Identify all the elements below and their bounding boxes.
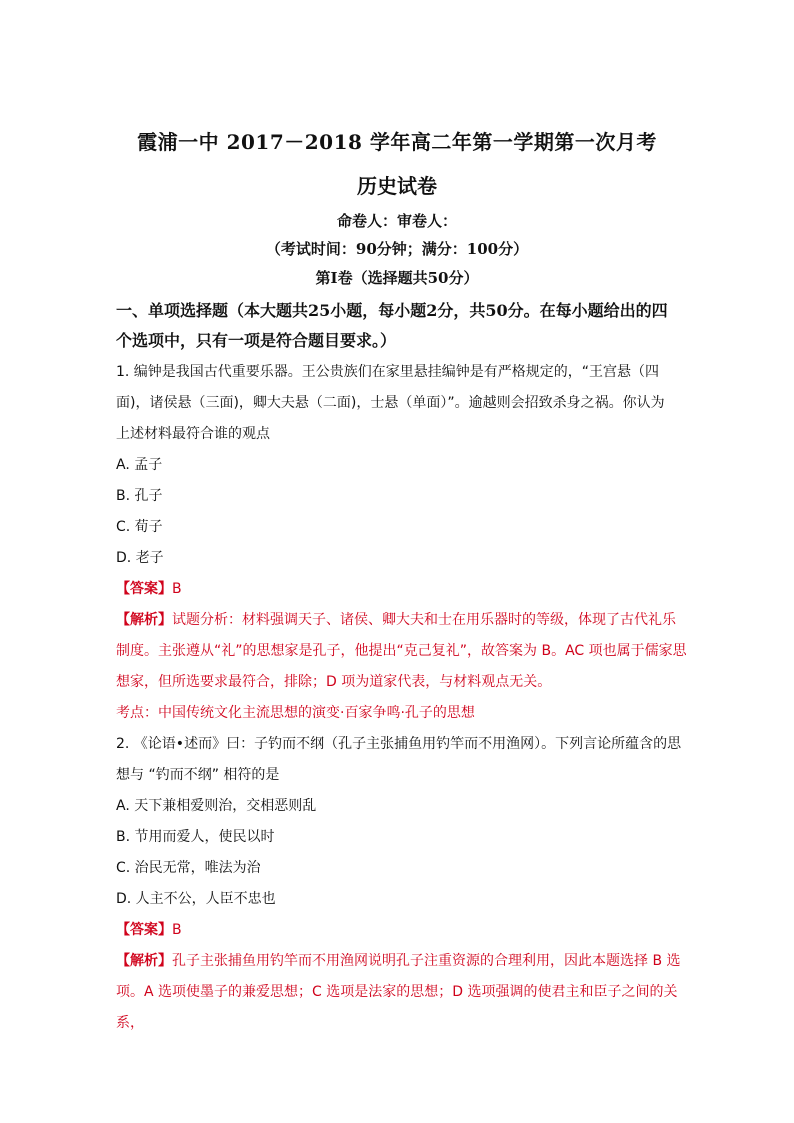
q1-analysis-line2: 制度。主张遵从“礼”的思想家是孔子，他提出“克己复礼”，故答案为 B。AC 项也属于儒家思 <box>116 643 687 659</box>
q1-option-c: C. 荀子 <box>116 519 163 535</box>
q2-stem-line2: 想与 “钓而不纲” 相符的是 <box>116 767 280 783</box>
q2-analysis-line2: 项。A 选项使墨子的兼爱思想；C 选项是法家的思想；D 选项强调的使君主和臣子之间的关系， <box>116 984 678 1031</box>
q2-answer-tag: 【答案】 <box>116 922 172 938</box>
q1-knowledge-point: 考点：中国传统文化主流思想的演变·百家争鸣·孔子的思想 <box>116 705 475 721</box>
section-heading <box>116 296 690 356</box>
q1-analysis <box>116 605 690 636</box>
section-heading-line1: 一、单项选择题（本大题共25小题，每小题2分，共50分。在每小题给出的四 <box>116 301 668 320</box>
q1-analysis-tag: 【解析】 <box>116 612 172 628</box>
q1-stem-line1: 1. 编钟是我国古代重要乐器。王公贵族们在家里悬挂编钟是有严格规定的，“王宫悬（四 <box>116 364 660 380</box>
q1-answer <box>116 574 690 605</box>
exam-part-heading: 第Ⅰ卷（选择题共50分） <box>315 269 479 287</box>
q2-analysis-line1: 孔子主张捕鱼用钓竿而不用渔网说明孔子注重资源的合理利用，因此本题选择 B 选 <box>172 953 681 969</box>
q2-option-c: C. 治民无常，唯法为治 <box>116 860 261 876</box>
q1-option-b: B. 孔子 <box>116 488 163 504</box>
q2-option-b: B. 节用而爱人，使民以时 <box>116 829 275 845</box>
q2-option-a: A. 天下兼相爱则治，交相恶则乱 <box>116 798 317 814</box>
q2-answer-value: B <box>172 922 182 938</box>
exam-subtitle: 历史试卷 <box>357 174 437 198</box>
exam-title: 霞浦一中 2017－2018 学年高二年第一学期第一次月考 <box>137 130 657 154</box>
exam-info: （考试时间：90分钟；满分：100分） <box>265 240 529 258</box>
q1-stem-line2: 面)，诸侯悬（三面)，卿大夫悬（二面)，士悬（单面）”。逾越则会招致杀身之祸。你认为 <box>116 395 665 411</box>
q2-analysis <box>116 946 690 977</box>
section-heading-line2: 个选项中，只有一项是符合题目要求。） <box>116 331 397 350</box>
q1-option-d: D. 老子 <box>116 550 164 566</box>
q2-option-d: D. 人主不公，人臣不忠也 <box>116 891 276 907</box>
q1-option-a: A. 孟子 <box>116 457 163 473</box>
exam-authors: 命卷人：审卷人： <box>336 212 457 230</box>
question-1 <box>116 357 690 1039</box>
q1-analysis-line1: 试题分析：材料强调天子、诸侯、卿大夫和士在用乐器时的等级，体现了古代礼乐 <box>172 612 676 628</box>
q1-answer-value: B <box>172 581 182 597</box>
q1-analysis-line3: 想家，但所选要求最符合，排除；D 项为道家代表，与材料观点无关。 <box>116 674 552 690</box>
q1-stem-line3: 上述材料最符合谁的观点 <box>116 426 270 442</box>
q2-stem-line1: 2. 《论语•述而》曰：子钓而不纲（孔子主张捕鱼用钓竿而不用渔网）。下列言论所蕴含的思 <box>116 736 682 752</box>
q2-answer <box>116 915 690 946</box>
q1-answer-tag: 【答案】 <box>116 581 172 597</box>
q2-analysis-tag: 【解析】 <box>116 953 172 969</box>
